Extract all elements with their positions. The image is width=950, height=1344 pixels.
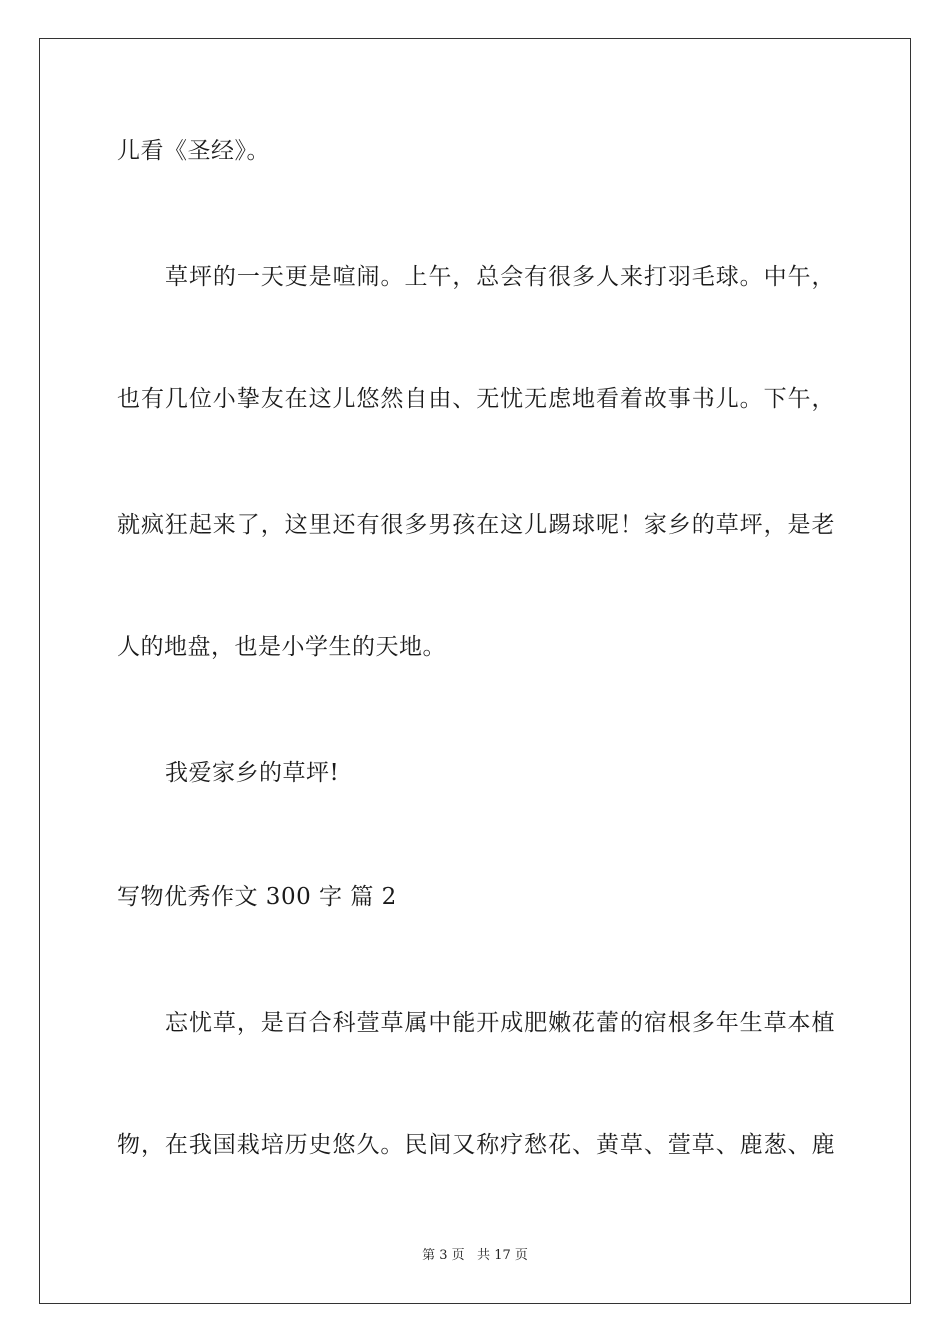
paragraph-line: 儿看《圣经》。 [117,138,270,164]
page-border [39,38,911,1304]
paragraph-line: 我爱家乡的草坪! [165,760,340,786]
paragraph-line: 人的地盘，也是小学生的天地。 [117,634,446,660]
page-number-footer: 第 3 页 共 17 页 [422,1248,528,1263]
paragraph-line: 就疯狂起来了，这里还有很多男孩在这儿踢球呢！家乡的草坪，是老 [117,512,835,538]
paragraph-line: 忘忧草，是百合科萱草属中能开成肥嫩花蕾的宿根多年生草本植 [165,1010,835,1036]
paragraph-line: 也有几位小挚友在这儿悠然自由、无忧无虑地看着故事书儿。下午， [117,386,835,412]
paragraph-line: 物，在我国栽培历史悠久。民间又称疗愁花、黄草、萱草、鹿葱、鹿 [117,1132,835,1158]
paragraph-line: 草坪的一天更是喧闹。上午，总会有很多人来打羽毛球。中午， [165,264,835,290]
section-heading: 写物优秀作文 300 字 篇 2 [117,884,397,910]
